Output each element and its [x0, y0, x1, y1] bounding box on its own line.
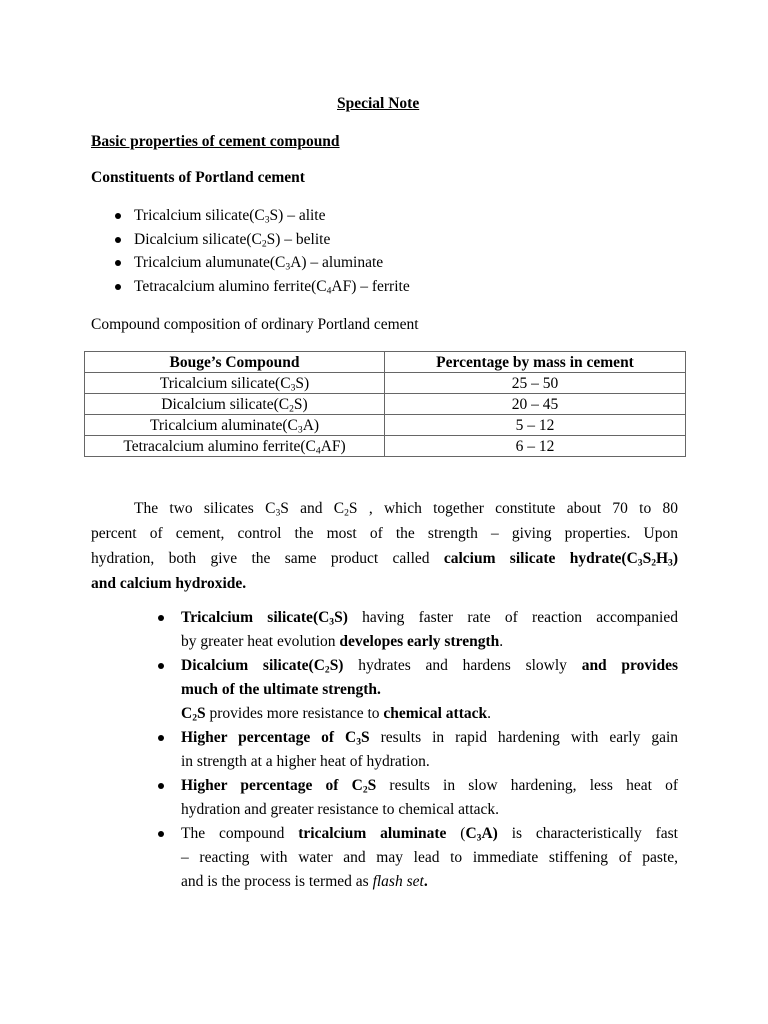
list-item: The compound tricalcium aluminate $(C_3A)$ is characteristically fast – reacting with water and may lead to immediate stiffening of paste, and is the process is termed as flash set.: [91, 822, 678, 894]
percentage-cell: 25 – 50: [385, 373, 686, 394]
compound-cell: Tricalcium $aluminate(C_3A)$: [85, 415, 385, 436]
paragraph-line: The two silicates $C_3S$ and $C_2S$ , which together constitute about 70 to 80: [134, 500, 679, 519]
table-row: [85, 436, 686, 457]
paragraph-line: percent of cement, control the most of the strength – giving properties. Upon: [91, 525, 678, 542]
compound-cell: Dicalcium $silicate(C_2S)$: [85, 394, 385, 415]
table-row: [85, 415, 686, 436]
list-item: Tricalcium $silicate(C_3S)$ – alite: [91, 204, 410, 228]
list-item: Dicalcium $silicate(C_2S)$ hydrates and hardens slowly and provides much of the ultimate strength. $C_2S$ provides more resistance to chemical attack.: [91, 654, 678, 726]
properties-list: [91, 606, 678, 894]
list-item: Higher percentage of $C_2S$ results in slow hardening, less heat of hydration and greater resistance to chemical attack.: [91, 774, 678, 822]
composition-table: [84, 351, 686, 457]
column-header: Bouge’s Compound: [85, 352, 385, 373]
list-item: Tricalcium $silicate(C_3S)$ having faster rate of reaction accompanied by greater heat evolution developes early strength.: [91, 606, 678, 654]
page-title: Special Note: [337, 95, 420, 112]
compound-cell: Tricalcium $silicate(C_3S)$: [85, 373, 385, 394]
section-heading-constituents: Constituents of Portland cement: [91, 169, 305, 186]
constituents-list: [91, 204, 410, 299]
list-item: Tricalcium $alumunate(C_3A)$ – aluminate: [91, 251, 410, 275]
paragraph-line: and calcium hydroxide.: [91, 575, 247, 592]
list-item: Higher percentage of $C_3S$ results in rapid hardening with early gain in strength at a higher heat of hydration.: [91, 726, 678, 774]
table-row: [85, 394, 686, 415]
paragraph-line: hydration, both give the same product called calcium silicate $hydrate(C_3S_2H_3)$: [91, 550, 679, 569]
percentage-cell: 20 – 45: [385, 394, 686, 415]
table-caption: Compound composition of ordinary Portland cement: [91, 316, 419, 333]
section-heading-properties: Basic properties of cement compound: [91, 133, 340, 150]
list-item: Tetracalcium alumino $ferrite(C_4AF)$ – ferrite: [91, 275, 410, 299]
percentage-cell: 5 – 12: [385, 415, 686, 436]
table-header-row: [85, 352, 686, 373]
column-header: Percentage by mass in cement: [385, 352, 686, 373]
list-item: Dicalcium $silicate(C_2S)$ – belite: [91, 228, 410, 252]
compound-cell: Tetracalcium alumino $ferrite(C_4AF)$: [85, 436, 385, 457]
percentage-cell: 6 – 12: [385, 436, 686, 457]
table-row: [85, 373, 686, 394]
silicates-paragraph: [91, 496, 678, 596]
